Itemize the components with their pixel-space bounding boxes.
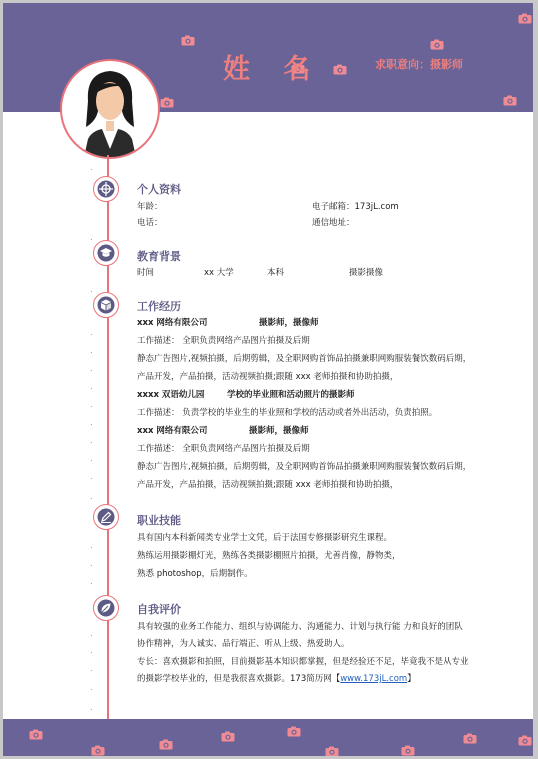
resume-page [3, 3, 533, 756]
job-1-line-3: 产品开发，产品拍摄，活动视频拍摄;跟随 xxx 老师拍摄和协助拍摄， [137, 372, 399, 382]
job-3-company: xxx 网络有限公司 [137, 426, 208, 436]
timeline-tick: . [90, 577, 93, 586]
timeline-tick: . [90, 436, 93, 445]
camera-icon [463, 733, 477, 744]
evaluation-line-2: 协作精神，为人诚实、品行端正、听从上级、热爱助人。 [137, 639, 350, 649]
camera-icon [518, 13, 532, 24]
camera-icon [430, 39, 444, 50]
edu-major: 摄影摄像 [349, 268, 384, 278]
evaluation-line-4 [137, 672, 416, 684]
timeline-tick: . [90, 418, 93, 427]
job-3-line-2: 静态广告图片,视频拍摄，后期剪辑，及全职网购首饰品拍摄兼职网购服装餐饮数码后期， [137, 462, 472, 472]
camera-icon [518, 735, 532, 746]
skills-line-1: 具有国内本科新闻类专业学士文凭，后于法国专修摄影研究生课程。 [137, 533, 393, 543]
evaluation-line-4-prefix: 的摄影学校毕业的，但是我很喜欢摄影。173简历网【 [137, 674, 341, 684]
camera-icon [91, 745, 105, 756]
edu-time: 时间 [137, 268, 155, 278]
camera-icon [29, 729, 43, 740]
timeline-tick: . [90, 454, 93, 463]
edu-degree: 本科 [267, 268, 285, 278]
cube-icon [97, 296, 115, 314]
candidate-name: 姓 名 [223, 54, 323, 85]
job-1-company: xxx 网络有限公司 [137, 318, 208, 328]
timeline-tick: . [90, 233, 93, 242]
skills-line-2: 熟练运用摄影棚灯光，熟练各类摄影棚照片拍摄，尤善肖像，静物类， [137, 551, 401, 561]
avatar-illustration-icon [62, 61, 158, 157]
job-3-line-3: 产品开发，产品拍摄，活动视频拍摄;跟随 xxx 老师拍摄和协助拍摄， [137, 480, 399, 490]
timeline-tick: . [90, 346, 93, 355]
work-title: 工作经历 [137, 300, 181, 313]
edu-school: xx 大学 [204, 268, 234, 278]
evaluation-title: 自我评价 [137, 603, 181, 616]
email-label: 电子邮箱：173jL.com [312, 202, 399, 212]
avatar [60, 59, 160, 159]
timeline-tick: . [90, 328, 93, 337]
evaluation-line-1: 具有较强的业务工作能力、组织与协调能力、沟通能力、计划与执行能 力和良好的团队 [137, 622, 463, 632]
evaluation-line-4-suffix: 】 [407, 674, 416, 684]
skills-title: 职业技能 [137, 514, 181, 527]
camera-icon [325, 746, 339, 756]
skills-line-3: 熟悉 photoshop，后期制作。 [137, 569, 253, 579]
timeline-tick: . [90, 703, 93, 712]
timeline-tick: . [90, 541, 93, 550]
footer-band [3, 719, 533, 756]
graduation-cap-icon [97, 244, 115, 262]
work-node [93, 292, 119, 318]
timeline-tick: . [90, 683, 93, 692]
leaf-icon [97, 599, 115, 617]
job-1-line-1: 工作描述： 全职负责网络产品图片拍摄及后期 [137, 336, 310, 346]
timeline-tick: . [90, 163, 93, 172]
camera-icon [221, 731, 235, 742]
camera-icon [181, 35, 195, 46]
timeline-tick: . [90, 472, 93, 481]
job-2-line-1: 工作描述： 负责学校的毕业生的毕业照和学校的活动或者外出活动，负责拍照。 [137, 408, 438, 418]
timeline-tick: . [90, 382, 93, 391]
timeline-tick: . [90, 559, 93, 568]
crosshair-icon [97, 180, 115, 198]
personal-node [93, 176, 119, 202]
timeline-tick: . [90, 664, 93, 673]
job-2-role: 学校的毕业照和活动照片的摄影师 [227, 390, 355, 400]
camera-icon [503, 95, 517, 106]
job-1-role: 摄影师，摄像师 [259, 318, 319, 328]
camera-icon [401, 745, 415, 756]
phone-label: 电话： [137, 218, 163, 228]
website-link[interactable]: www.173jL.com [340, 674, 408, 684]
camera-icon [333, 64, 347, 75]
pencil-icon [97, 508, 115, 526]
skills-node [93, 504, 119, 530]
job-3-line-1: 工作描述： 全职负责网络产品图片拍摄及后期 [137, 444, 310, 454]
timeline-tick: . [90, 629, 93, 638]
job-intent: 求职意向：摄影师 [375, 58, 463, 71]
job-3-role: 摄影师，摄像师 [249, 426, 309, 436]
timeline-tick: . [90, 364, 93, 373]
timeline-tick: . [90, 646, 93, 655]
address-label: 通信地址： [312, 218, 355, 228]
job-2-company: xxxx 双语幼儿园 [137, 390, 205, 400]
job-1-line-2: 静态广告图片,视频拍摄，后期剪辑，及全职网购首饰品拍摄兼职网购服装餐饮数码后期， [137, 354, 472, 364]
camera-icon [160, 97, 174, 108]
education-title: 教育背景 [137, 250, 181, 263]
evaluation-node [93, 595, 119, 621]
age-label: 年龄： [137, 202, 163, 212]
timeline-tick: . [90, 400, 93, 409]
camera-icon [159, 739, 173, 750]
camera-icon [287, 726, 301, 737]
timeline-tick: . [90, 285, 93, 294]
personal-title: 个人资料 [137, 183, 181, 196]
timeline-tick: . [90, 492, 93, 501]
education-node [93, 240, 119, 266]
evaluation-line-3: 专长：喜欢摄影和拍照，目前摄影基本知识都掌握，但是经验还不足，毕竟我不是从专业 [137, 657, 469, 667]
